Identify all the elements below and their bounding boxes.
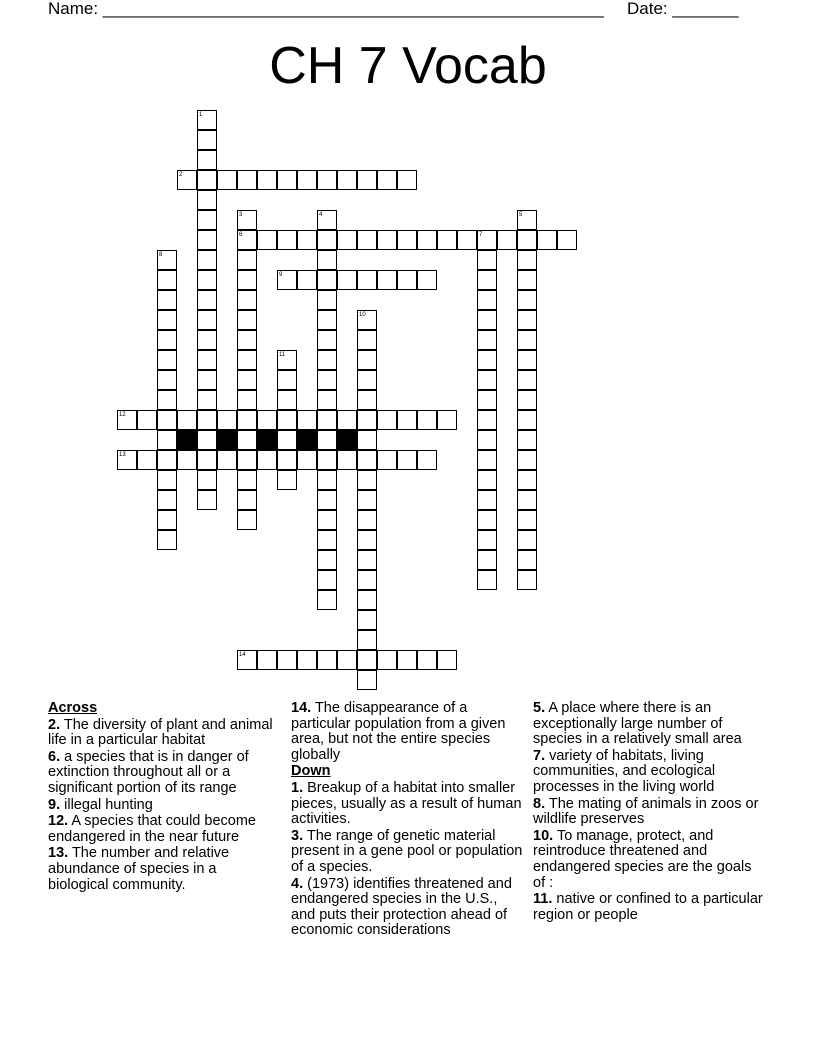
grid-cell[interactable] <box>217 170 237 190</box>
grid-cell[interactable] <box>557 230 577 250</box>
grid-cell[interactable] <box>517 430 537 450</box>
grid-cell[interactable] <box>477 470 497 490</box>
grid-cell[interactable] <box>237 430 257 450</box>
grid-cell[interactable] <box>357 570 377 590</box>
grid-cell[interactable] <box>197 270 217 290</box>
clue-number: 5. <box>533 700 546 716</box>
grid-cell[interactable] <box>257 230 277 250</box>
grid-cell[interactable] <box>517 470 537 490</box>
grid-cell[interactable] <box>277 370 297 390</box>
grid-cell[interactable] <box>237 370 257 390</box>
clue-item <box>291 701 523 763</box>
grid-cell[interactable] <box>437 650 457 670</box>
grid-cell[interactable] <box>317 530 337 550</box>
grid-cell[interactable] <box>277 470 297 490</box>
grid-cell[interactable] <box>217 410 237 430</box>
clue-item <box>533 797 765 828</box>
grid-cell[interactable] <box>357 510 377 530</box>
grid-cell[interactable] <box>197 210 217 230</box>
grid-cell[interactable] <box>357 550 377 570</box>
clue-text: a species that is in danger of extinction throughout all or a significant portion of its range <box>48 748 249 796</box>
grid-cell[interactable] <box>317 390 337 410</box>
grid-cell[interactable] <box>297 650 317 670</box>
grid-cell[interactable] <box>397 410 417 430</box>
grid-cell[interactable] <box>317 650 337 670</box>
grid-cell[interactable] <box>517 270 537 290</box>
grid-cell[interactable] <box>197 130 217 150</box>
grid-cell[interactable] <box>237 290 257 310</box>
clue-number-label: 9 <box>279 272 283 278</box>
clue-number: 14. <box>291 700 312 716</box>
grid-cell[interactable] <box>377 170 397 190</box>
grid-cell[interactable] <box>157 450 177 470</box>
clue-number: 2. <box>48 716 61 733</box>
grid-cell[interactable] <box>357 630 377 650</box>
grid-cell[interactable] <box>237 490 257 510</box>
grid-cell[interactable] <box>517 250 537 270</box>
grid-cell[interactable] <box>197 410 217 430</box>
grid-cell[interactable] <box>357 330 377 350</box>
clue-item <box>48 718 280 749</box>
grid-cell[interactable] <box>237 470 257 490</box>
grid-cell[interactable] <box>277 170 297 190</box>
grid-cell[interactable] <box>157 470 177 490</box>
grid-cell[interactable] <box>197 190 217 210</box>
name-field-label[interactable]: Name: _____________________________________________________ <box>48 0 604 18</box>
grid-cell[interactable] <box>517 530 537 550</box>
grid-cell[interactable] <box>337 450 357 470</box>
clue-number: 3. <box>291 827 304 844</box>
grid-cell[interactable] <box>317 170 337 190</box>
clue-number-label: 3 <box>239 212 243 218</box>
grid-cell[interactable] <box>317 270 337 290</box>
clue-text: Breakup of a habitat into smaller pieces, usually as a result of human activities. <box>291 779 522 828</box>
grid-cell[interactable] <box>157 350 177 370</box>
grid-cell[interactable] <box>257 450 277 470</box>
page-title: CH 7 Vocab <box>269 37 547 95</box>
grid-cell[interactable] <box>197 250 217 270</box>
clue-text: A species that could become endangered in the near future <box>48 813 256 845</box>
clue-number-label: 6 <box>239 232 243 238</box>
grid-cell[interactable] <box>397 230 417 250</box>
grid-cell[interactable] <box>357 170 377 190</box>
grid-cell[interactable] <box>197 350 217 370</box>
grid-cell[interactable] <box>157 510 177 530</box>
clues-column-3 <box>533 701 765 924</box>
grid-cell[interactable] <box>197 430 217 450</box>
grid-cell[interactable] <box>517 390 537 410</box>
grid-cell[interactable] <box>317 510 337 530</box>
grid-cell[interactable] <box>317 250 337 270</box>
clue-item <box>291 781 523 828</box>
grid-cell[interactable] <box>237 510 257 530</box>
grid-cell[interactable] <box>217 450 237 470</box>
clue-text: To manage, protect, and reintroduce threatened and endangered species are the goals of : <box>533 827 752 891</box>
clue-heading: Down <box>291 763 331 780</box>
grid-cell[interactable] <box>417 410 437 430</box>
grid-cell[interactable] <box>237 250 257 270</box>
grid-cell[interactable] <box>157 430 177 450</box>
grid-cell[interactable] <box>197 230 217 250</box>
grid-cell[interactable] <box>337 170 357 190</box>
grid-cell[interactable] <box>197 450 217 470</box>
grid-cell[interactable] <box>477 450 497 470</box>
clue-number: 1. <box>291 779 304 796</box>
grid-block-cell <box>257 430 277 450</box>
clue-number: 4. <box>291 875 304 892</box>
grid-cell[interactable] <box>517 350 537 370</box>
grid-block-cell <box>177 430 197 450</box>
grid-cell[interactable] <box>237 390 257 410</box>
clue-number-label: 14 <box>239 652 246 658</box>
grid-cell[interactable] <box>397 170 417 190</box>
grid-cell[interactable] <box>317 430 337 450</box>
grid-cell[interactable] <box>377 270 397 290</box>
grid-cell[interactable] <box>477 550 497 570</box>
grid-cell[interactable] <box>537 230 557 250</box>
grid-cell[interactable] <box>357 470 377 490</box>
grid-cell[interactable] <box>477 510 497 530</box>
grid-cell[interactable] <box>477 410 497 430</box>
clue-number: 7. <box>533 747 546 764</box>
clue-item <box>533 701 765 748</box>
grid-cell[interactable] <box>517 370 537 390</box>
grid-cell[interactable] <box>417 650 437 670</box>
clue-number: 12. <box>48 813 69 830</box>
grid-cell[interactable] <box>517 410 537 430</box>
grid-cell[interactable] <box>197 470 217 490</box>
clue-item <box>533 829 765 891</box>
grid-cell[interactable] <box>137 450 157 470</box>
clue-number-label: 7 <box>479 232 483 238</box>
grid-cell[interactable] <box>357 430 377 450</box>
clues-column-2 <box>291 701 523 940</box>
grid-cell[interactable] <box>417 450 437 470</box>
clue-text: A place where there is an exceptionally large number of species in a relatively small area <box>533 700 742 748</box>
grid-cell[interactable] <box>317 330 337 350</box>
grid-cell[interactable] <box>517 550 537 570</box>
grid-cell[interactable] <box>177 410 197 430</box>
grid-cell[interactable] <box>157 270 177 290</box>
grid-cell[interactable] <box>377 230 397 250</box>
grid-cell[interactable] <box>317 470 337 490</box>
grid-cell[interactable] <box>197 370 217 390</box>
clue-number-label: 10 <box>359 312 366 318</box>
clue-number-label: 4 <box>319 212 323 218</box>
grid-cell[interactable] <box>197 330 217 350</box>
grid-cell[interactable] <box>317 490 337 510</box>
clue-number: 9. <box>48 796 61 813</box>
grid-cell[interactable] <box>157 410 177 430</box>
grid-cell[interactable] <box>357 610 377 630</box>
clue-number: 10. <box>533 827 554 844</box>
grid-cell[interactable] <box>397 270 417 290</box>
grid-cell[interactable] <box>357 390 377 410</box>
grid-cell[interactable] <box>237 450 257 470</box>
grid-cell[interactable] <box>317 350 337 370</box>
clue-number-label: 13 <box>119 452 126 458</box>
grid-cell[interactable] <box>517 490 537 510</box>
grid-cell[interactable] <box>357 410 377 430</box>
grid-cell[interactable] <box>357 270 377 290</box>
grid-cell[interactable] <box>317 370 337 390</box>
clue-text: The mating of animals in zoos or wildlife preserves <box>533 795 759 828</box>
grid-cell[interactable] <box>237 350 257 370</box>
grid-cell[interactable] <box>437 410 457 430</box>
grid-cell[interactable] <box>277 450 297 470</box>
grid-cell[interactable] <box>357 350 377 370</box>
grid-cell[interactable] <box>357 370 377 390</box>
grid-cell[interactable] <box>317 310 337 330</box>
clue-text: The range of genetic material present in a gene pool or population of a species. <box>291 827 523 875</box>
clue-number-label: 5 <box>519 212 523 218</box>
clue-number: 11. <box>533 891 553 908</box>
grid-cell[interactable] <box>157 530 177 550</box>
grid-cell[interactable] <box>197 390 217 410</box>
clue-item <box>291 877 523 939</box>
clue-number-label: 12 <box>119 412 126 418</box>
grid-cell[interactable] <box>337 230 357 250</box>
clue-item <box>533 892 765 923</box>
grid-cell[interactable] <box>357 490 377 510</box>
grid-cell[interactable] <box>197 150 217 170</box>
grid-cell[interactable] <box>157 490 177 510</box>
grid-cell[interactable] <box>357 230 377 250</box>
grid-cell[interactable] <box>517 230 537 250</box>
grid-cell[interactable] <box>477 570 497 590</box>
grid-cell[interactable] <box>317 570 337 590</box>
grid-cell[interactable] <box>357 670 377 690</box>
grid-cell[interactable] <box>237 270 257 290</box>
grid-cell[interactable] <box>277 650 297 670</box>
grid-cell[interactable] <box>477 350 497 370</box>
grid-cell[interactable] <box>277 230 297 250</box>
grid-cell[interactable] <box>397 450 417 470</box>
grid-cell[interactable] <box>477 250 497 270</box>
grid-cell[interactable] <box>237 310 257 330</box>
clue-text: The disappearance of a particular population from a given area, but not the entire species globally <box>291 700 506 763</box>
grid-cell[interactable] <box>297 410 317 430</box>
grid-cell[interactable] <box>297 230 317 250</box>
grid-cell[interactable] <box>377 410 397 430</box>
grid-cell[interactable] <box>357 590 377 610</box>
grid-cell[interactable] <box>277 410 297 430</box>
grid-cell[interactable] <box>397 650 417 670</box>
grid-cell[interactable] <box>417 270 437 290</box>
grid-cell[interactable] <box>337 650 357 670</box>
grid-cell[interactable] <box>157 310 177 330</box>
grid-block-cell <box>217 430 237 450</box>
grid-cell[interactable] <box>337 410 357 430</box>
grid-cell[interactable] <box>197 310 217 330</box>
grid-cell[interactable] <box>497 230 517 250</box>
grid-cell[interactable] <box>477 530 497 550</box>
date-field-label[interactable]: Date: _______ <box>627 0 739 18</box>
grid-cell[interactable] <box>337 270 357 290</box>
clue-item <box>48 846 280 893</box>
grid-cell[interactable] <box>257 170 277 190</box>
clue-item <box>48 798 280 814</box>
clue-text: The number and relative abundance of species in a biological community. <box>48 845 230 893</box>
clues-column-1 <box>48 701 280 894</box>
grid-cell[interactable] <box>437 230 457 250</box>
grid-cell[interactable] <box>377 450 397 470</box>
clue-item <box>48 814 280 845</box>
grid-cell[interactable] <box>477 270 497 290</box>
clue-text: native or confined to a particular region or people <box>533 891 763 923</box>
clue-number: 8. <box>533 795 546 812</box>
grid-cell[interactable] <box>257 410 277 430</box>
grid-block-cell <box>297 430 317 450</box>
clue-item <box>48 750 280 797</box>
grid-cell[interactable] <box>477 490 497 510</box>
clue-heading: Across <box>48 700 98 716</box>
grid-cell[interactable] <box>457 230 477 250</box>
clue-number-label: 2 <box>179 172 183 178</box>
grid-cell[interactable] <box>477 430 497 450</box>
grid-cell[interactable] <box>197 290 217 310</box>
grid-cell[interactable] <box>317 550 337 570</box>
clue-item <box>533 749 765 796</box>
grid-cell[interactable] <box>517 310 537 330</box>
grid-cell[interactable] <box>517 510 537 530</box>
clue-text: variety of habitats, living communities, and ecological processes in the living world <box>533 747 716 795</box>
grid-cell[interactable] <box>477 390 497 410</box>
grid-cell[interactable] <box>237 330 257 350</box>
grid-cell[interactable] <box>137 410 157 430</box>
clue-text: The diversity of plant and animal life in a particular habitat <box>48 716 273 749</box>
clue-number: 13. <box>48 845 69 862</box>
grid-cell[interactable] <box>197 170 217 190</box>
grid-cell[interactable] <box>317 590 337 610</box>
clue-item <box>291 829 523 876</box>
grid-cell[interactable] <box>417 230 437 250</box>
grid-block-cell <box>337 430 357 450</box>
grid-cell[interactable] <box>517 290 537 310</box>
grid-cell[interactable] <box>237 170 257 190</box>
grid-cell[interactable] <box>297 270 317 290</box>
grid-cell[interactable] <box>277 390 297 410</box>
grid-cell[interactable] <box>317 410 337 430</box>
grid-cell[interactable] <box>317 450 337 470</box>
grid-cell[interactable] <box>477 370 497 390</box>
grid-cell[interactable] <box>317 230 337 250</box>
grid-cell[interactable] <box>157 390 177 410</box>
grid-cell[interactable] <box>477 290 497 310</box>
clue-number-label: 1 <box>199 112 203 118</box>
grid-cell[interactable] <box>517 330 537 350</box>
grid-cell[interactable] <box>197 490 217 510</box>
grid-cell[interactable] <box>357 530 377 550</box>
grid-cell[interactable] <box>157 330 177 350</box>
grid-cell[interactable] <box>157 290 177 310</box>
grid-cell[interactable] <box>317 290 337 310</box>
clue-text: (1973) identifies threatened and endangered species in the U.S., and puts their protection ahead of economic considerations <box>291 875 512 939</box>
grid-cell[interactable] <box>177 450 197 470</box>
clue-number-label: 11 <box>279 352 286 358</box>
grid-cell[interactable] <box>277 430 297 450</box>
grid-cell[interactable] <box>157 370 177 390</box>
grid-cell[interactable] <box>477 310 497 330</box>
grid-cell[interactable] <box>517 570 537 590</box>
clue-number-label: 8 <box>159 252 163 258</box>
clue-text: illegal hunting <box>60 796 153 813</box>
clue-number: 6. <box>48 748 61 765</box>
grid-cell[interactable] <box>237 410 257 430</box>
grid-cell[interactable] <box>297 170 317 190</box>
grid-cell[interactable] <box>517 450 537 470</box>
grid-cell[interactable] <box>297 450 317 470</box>
grid-cell[interactable] <box>357 650 377 670</box>
grid-cell[interactable] <box>257 650 277 670</box>
grid-cell[interactable] <box>477 330 497 350</box>
grid-cell[interactable] <box>377 650 397 670</box>
grid-cell[interactable] <box>357 450 377 470</box>
